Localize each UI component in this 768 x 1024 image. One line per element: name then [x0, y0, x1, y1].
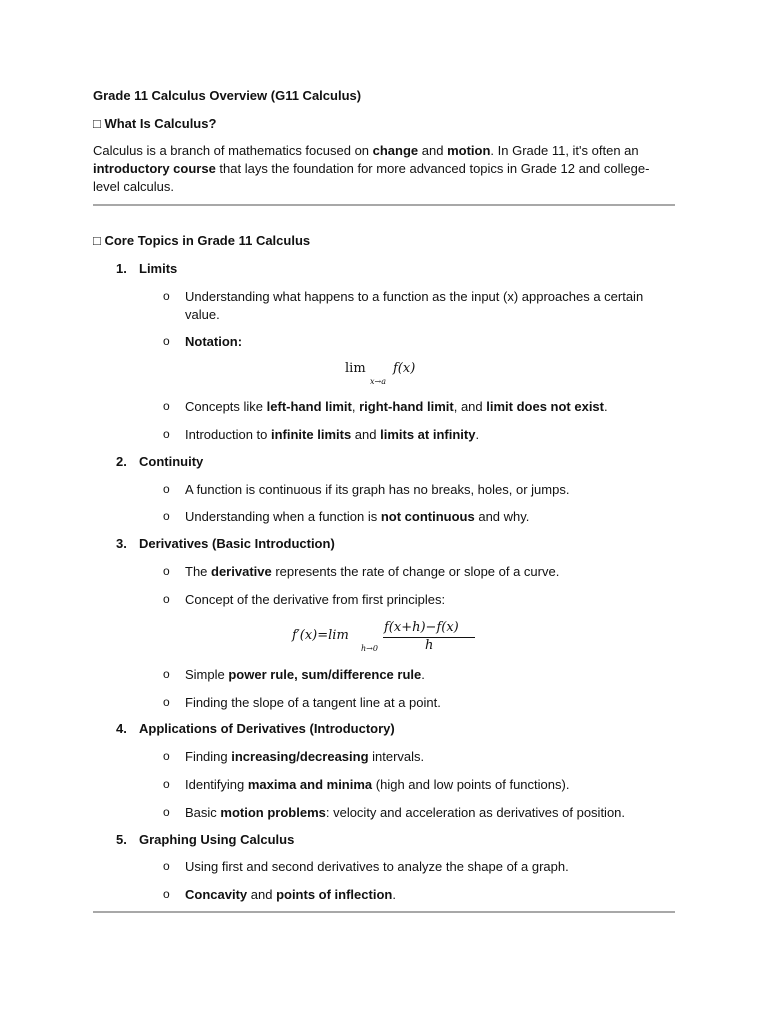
section-number: 3.: [116, 536, 127, 551]
bullet-marker: o: [163, 777, 170, 791]
bullet-marker: o: [163, 695, 170, 709]
section-title: Applications of Derivatives (Introductory): [139, 721, 395, 736]
list-item: Concavity and points of inflection.: [185, 887, 396, 902]
section-number: 5.: [116, 832, 127, 847]
list-item: Finding the slope of a tangent line at a point.: [185, 695, 441, 710]
core-topics-heading: □ Core Topics in Grade 11 Calculus: [93, 233, 311, 248]
section-title: Graphing Using Calculus: [139, 832, 295, 847]
bullet-marker: o: [163, 289, 170, 303]
lim-operator: lim: [345, 361, 366, 376]
bullet-marker: o: [163, 887, 170, 901]
bullet-marker: o: [163, 334, 170, 348]
bullet-marker: o: [163, 592, 170, 606]
section-number: 4.: [116, 721, 127, 736]
list-item: Notation:: [185, 334, 243, 349]
list-item: Basic motion problems: velocity and acceleration as derivatives of position.: [185, 805, 626, 820]
bullet-marker: o: [163, 749, 170, 763]
list-item: Concept of the derivative from first principles:: [185, 592, 446, 607]
list-item: Concepts like left-hand limit, right-hand limit, and limit does not exist.: [185, 399, 608, 414]
list-item: Introduction to infinite limits and limits at infinity.: [185, 427, 480, 442]
list-item: The derivative represents the rate of change or slope of a curve.: [185, 564, 560, 579]
fraction-denominator: h: [425, 638, 434, 653]
fraction-numerator: f(x+h)−f(x): [384, 620, 459, 635]
bullet-marker: o: [163, 427, 170, 441]
intro-paragraph: Calculus is a branch of mathematics focused on change and motion. In Grade 11, it's often an introductory course that lays the foundation for more advanced topics in Grade 12 and college-level calculus.: [93, 143, 650, 194]
bullet-marker: o: [163, 482, 170, 496]
section-title: Limits: [139, 261, 178, 276]
limit-subscript: h→0: [361, 644, 378, 653]
divider: [93, 911, 675, 913]
list-item: Simple power rule, sum/difference rule.: [185, 667, 425, 682]
list-item: Understanding when a function is not continuous and why.: [185, 509, 530, 524]
bullet-marker: o: [163, 667, 170, 681]
limit-subscript: x→a: [370, 377, 386, 386]
list-item: Identifying maxima and minima (high and low points of functions).: [185, 777, 570, 792]
section-title: Continuity: [139, 454, 204, 469]
list-item: Finding increasing/decreasing intervals.: [185, 749, 425, 764]
list-item: Understanding what happens to a function as the input (x) approaches a certain value.: [185, 289, 644, 322]
divider: [93, 204, 675, 206]
bullet-marker: o: [163, 399, 170, 413]
derivative-lhs: f′(x)=lim: [292, 628, 349, 643]
list-item: Using first and second derivatives to analyze the shape of a graph.: [185, 859, 569, 874]
section-number: 2.: [116, 454, 127, 469]
bullet-marker: o: [163, 805, 170, 819]
document-title: Grade 11 Calculus Overview (G11 Calculus): [93, 88, 362, 103]
section-title: Derivatives (Basic Introduction): [139, 536, 335, 551]
section-number: 1.: [116, 261, 127, 276]
bullet-marker: o: [163, 509, 170, 523]
bullet-marker: o: [163, 859, 170, 873]
bullet-marker: o: [163, 564, 170, 578]
list-item: A function is continuous if its graph has no breaks, holes, or jumps.: [185, 482, 570, 497]
what-is-calculus-heading: □ What Is Calculus?: [93, 116, 217, 131]
function-expression: f(x): [393, 361, 416, 376]
